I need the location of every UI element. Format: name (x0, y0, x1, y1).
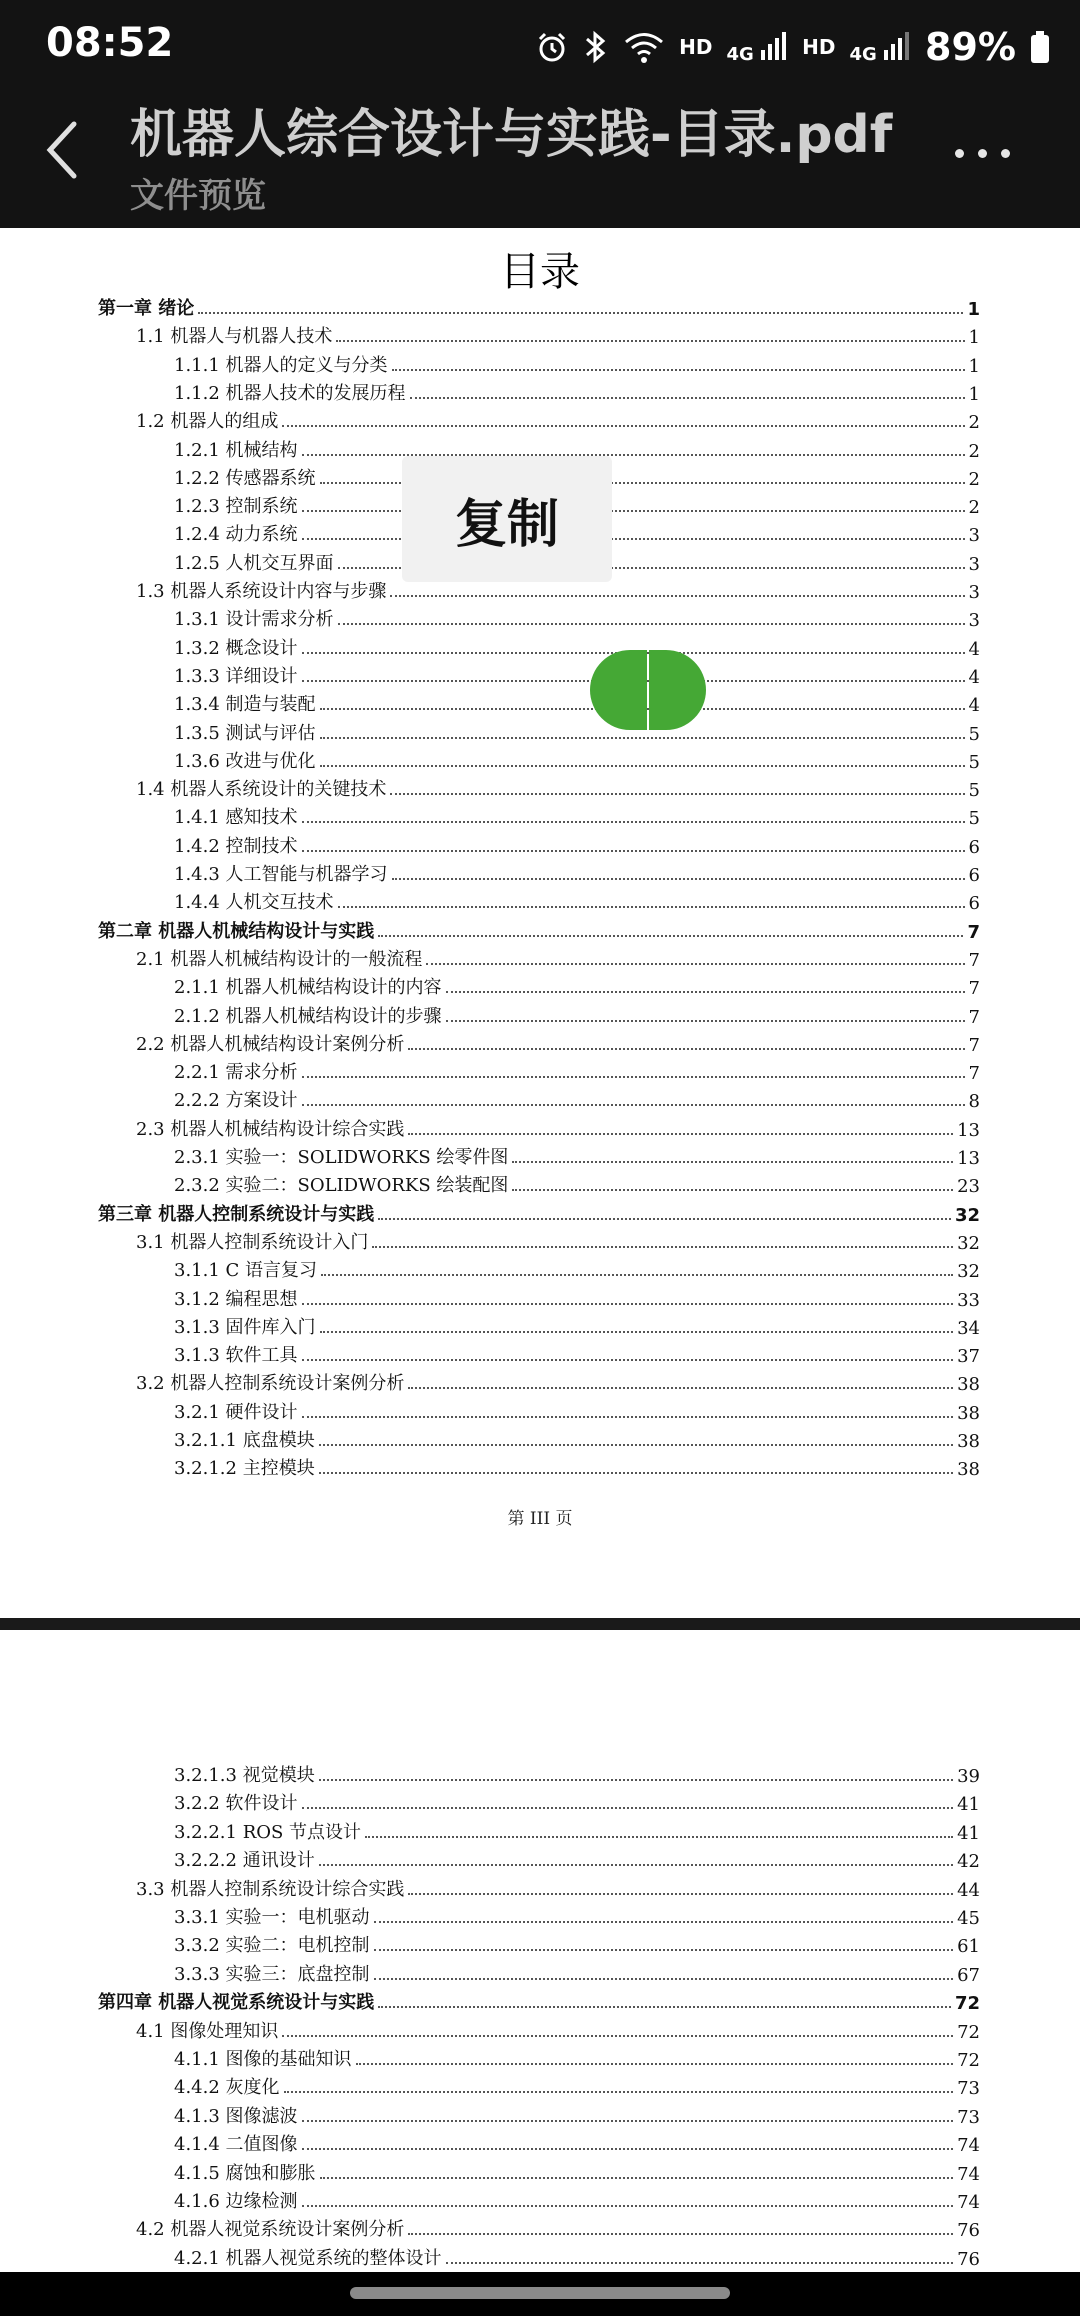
home-indicator[interactable] (350, 2287, 730, 2299)
toc-entry-label: 3.3.3 实验三：底盘控制 (174, 1963, 370, 1985)
toc-leader-dots (198, 312, 963, 314)
toc-leader-dots (372, 1246, 953, 1248)
toc-entry-label: 3.2.2.1 ROS 节点设计 (174, 1821, 362, 1843)
toc-leader-dots (378, 1218, 951, 1220)
toc-entry-page: 7 (967, 921, 980, 943)
toc-row[interactable] (174, 801, 980, 829)
toc-entry-label: 4.1.1 图像的基础知识 (174, 2049, 352, 2070)
toc-leader-dots (390, 595, 964, 597)
toc-row[interactable] (174, 603, 980, 631)
toc-leader-dots (302, 510, 965, 512)
toc-row[interactable] (174, 1311, 980, 1339)
toc-entry-page: 5 (968, 723, 980, 745)
toc-leader-dots (374, 1978, 954, 1980)
toc-leader-dots (408, 1893, 953, 1895)
toc-entry-page: 6 (968, 865, 980, 886)
signal-bars-icon (883, 30, 911, 60)
toc-entry-page: 23 (957, 1176, 980, 1198)
toc-entry-label: 3.1.3 固件库入门 (174, 1316, 316, 1338)
toc-entry-label: 1.2.3 控制系统 (174, 496, 298, 518)
toc-entry-page: 3 (968, 582, 980, 603)
toc-chapter-row[interactable] (98, 1198, 980, 1226)
back-button[interactable] (38, 118, 90, 182)
bluetooth-icon (583, 29, 609, 65)
hd-indicator-2: HD (802, 35, 836, 59)
signal-2 (849, 30, 911, 65)
toc-entry-label: 第一章 绪论 (98, 298, 195, 319)
toc-entry-label: 3.2.1.1 底盘模块 (174, 1430, 315, 1451)
toc-leader-dots (365, 1836, 953, 1838)
toc-row[interactable] (136, 943, 980, 971)
toc-entry-page: 13 (957, 1119, 980, 1141)
toc-entry-label: 1.3.5 测试与评估 (174, 722, 316, 744)
toc-entry-page: 2 (968, 468, 980, 490)
toc-entry-label: 3.3 机器人控制系统设计综合实践 (136, 1878, 405, 1900)
toc-leader-dots (320, 737, 965, 739)
network-type-2: 4G (849, 43, 877, 65)
toc-leader-dots (302, 1303, 954, 1305)
toc-chapter-row[interactable] (98, 1986, 980, 2014)
toc-entry-label: 2.2.1 需求分析 (174, 1062, 298, 1084)
toc-row[interactable] (174, 1396, 980, 1424)
toc-entry-page: 37 (957, 1346, 980, 1368)
alarm-icon (535, 30, 569, 64)
chevron-left-icon (38, 118, 90, 182)
toc-row[interactable] (174, 377, 980, 405)
toc-entry-page: 38 (957, 1402, 980, 1424)
toc-row[interactable] (174, 1000, 980, 1028)
page-footer: 第 III 页 (507, 1509, 573, 1529)
toc-chapter-row[interactable] (98, 292, 980, 320)
toc-entry-label: 1.3 机器人系统设计内容与步骤 (136, 581, 387, 602)
toc-entry-label: 3.2.2 软件设计 (174, 1793, 298, 1815)
toc-leader-dots (302, 2205, 954, 2207)
toc-row[interactable] (174, 2157, 980, 2185)
toc-entry-page: 72 (957, 2021, 980, 2043)
toc-leader-dots (338, 906, 965, 908)
toc-row[interactable] (174, 1844, 980, 1872)
toc-entry-page: 72 (954, 1993, 980, 2015)
toc-leader-dots (338, 623, 965, 625)
toc-entry-page: 5 (968, 751, 980, 773)
toc-leader-dots (319, 1472, 953, 1474)
toc-entry-label: 1.4.3 人工智能与机器学习 (174, 864, 388, 885)
toc-leader-dots (408, 1048, 964, 1050)
battery-percent: 89% (925, 25, 1016, 69)
toc-leader-dots (408, 1387, 953, 1389)
toc-row[interactable] (136, 1367, 980, 1395)
more-dots-icon (1001, 149, 1010, 158)
toc-entry-page: 32 (954, 1204, 980, 1226)
toc-leader-dots (321, 1274, 953, 1276)
toc-leader-dots (302, 2148, 954, 2150)
toc-leader-dots (302, 1076, 965, 1078)
toc-row[interactable] (174, 632, 980, 660)
toc-entry-label: 3.3.2 实验二：电机控制 (174, 1935, 370, 1957)
toc-leader-dots (446, 2262, 954, 2264)
navigation-bar (0, 2272, 1080, 2316)
toc-entry-page: 41 (957, 1822, 980, 1844)
toc-row[interactable] (174, 1254, 980, 1282)
toc-row[interactable] (174, 1141, 980, 1169)
toc-leader-dots (512, 1189, 953, 1191)
hd-indicator-1: HD (679, 35, 713, 59)
toc-entry-label: 第三章 机器人控制系统设计与实践 (98, 1203, 375, 1225)
toc-entry-page: 76 (957, 2248, 980, 2270)
toc-entry-page: 45 (957, 1908, 980, 1929)
toc-entry-label: 2.3.2 实验二：SOLIDWORKS 绘装配图 (174, 1175, 509, 1197)
toc-entry-label: 1.3.4 制造与装配 (174, 694, 316, 716)
toc-entry-page: 38 (957, 1431, 980, 1452)
toc-row[interactable] (174, 1787, 980, 1815)
selection-handle-right[interactable] (649, 650, 706, 730)
toc-entry-label: 1.4.2 控制技术 (174, 835, 298, 857)
toc-entry-page: 7 (968, 1034, 980, 1056)
toc-entry-label: 3.2 机器人控制系统设计案例分析 (136, 1373, 405, 1395)
toc-row[interactable] (136, 2213, 980, 2241)
toc-leader-dots (446, 1020, 965, 1022)
document-title: 机器人综合设计与实践-目录.pdf (130, 105, 893, 165)
toc-leader-dots (392, 878, 965, 880)
toc-entry-label: 1.2.4 动力系统 (174, 524, 298, 546)
toc-row[interactable] (136, 320, 980, 348)
toc-entry-label: 2.3.1 实验一：SOLIDWORKS 绘零件图 (174, 1147, 509, 1168)
toc-row[interactable] (174, 2100, 980, 2128)
toc-row[interactable] (174, 745, 980, 773)
toc-leader-dots (320, 765, 965, 767)
toc-entry-label: 4.4.2 灰度化 (174, 2077, 280, 2099)
toc-leader-dots (374, 1949, 954, 1951)
toc-leader-dots (302, 2120, 954, 2122)
toc-entry-page: 61 (957, 1936, 980, 1958)
toc-leader-dots (302, 1359, 954, 1361)
text-selection-handle[interactable] (590, 650, 706, 730)
selection-handle-left[interactable] (590, 650, 647, 730)
toc-row[interactable] (136, 773, 980, 801)
toc-entry-label: 3.1.1 C 语言复习 (174, 1260, 318, 1282)
toc-leader-dots (512, 1161, 953, 1163)
toc-leader-dots (282, 2035, 953, 2037)
toc-entry-page: 32 (957, 1261, 980, 1283)
toc-entry-page: 39 (957, 1766, 980, 1787)
toc-entry-label: 1.4.4 人机交互技术 (174, 892, 334, 914)
toc-entry-page: 72 (957, 2050, 980, 2071)
toc-row[interactable] (136, 1113, 980, 1141)
toc-entry-label: 1.3.3 详细设计 (174, 665, 298, 687)
toc-row[interactable] (136, 2015, 980, 2043)
toc-leader-dots (408, 1133, 953, 1135)
document-subtitle: 文件预览 (130, 176, 266, 216)
toc-leader-dots (336, 340, 964, 342)
toc-leader-dots (390, 793, 964, 795)
toc-entry-label: 2.2 机器人机械结构设计案例分析 (136, 1033, 405, 1055)
toc-entry-label: 第四章 机器人视觉系统设计与实践 (98, 1992, 375, 2014)
toc-entry-page: 73 (957, 2078, 980, 2100)
more-dots-icon (978, 149, 987, 158)
toc-row[interactable] (136, 1226, 980, 1254)
toc-entry-label: 1.2 机器人的组成 (136, 411, 279, 433)
toc-entry-page: 7 (968, 1006, 980, 1028)
toc-row[interactable] (174, 1056, 980, 1084)
toc-entry-label: 1.4.1 感知技术 (174, 807, 298, 829)
toc-entry-page: 5 (968, 780, 980, 802)
toc-leader-dots (356, 2063, 954, 2065)
toc-leader-dots (378, 2006, 951, 2008)
toc-heading: 目录 (500, 249, 580, 295)
signal-bars-icon (760, 30, 788, 60)
toc-entry-page: 7 (968, 1063, 980, 1085)
toc-entry-label: 4.1.3 图像滤波 (174, 2105, 298, 2127)
toc-entry-page: 44 (957, 1879, 980, 1901)
toc-entry-page: 1 (968, 383, 980, 405)
toc-row[interactable] (174, 1452, 980, 1480)
toc-entry-page: 76 (957, 2220, 980, 2242)
toc-entry-label: 4.1.5 腐蚀和膨胀 (174, 2162, 316, 2184)
toc-entry-label: 1.2.2 传感器系统 (174, 467, 316, 489)
toc-leader-dots (319, 1864, 953, 1866)
toc-entry-page: 3 (968, 553, 980, 575)
toc-leader-dots (302, 821, 965, 823)
toc-leader-dots (426, 963, 964, 965)
toc-leader-dots (282, 425, 964, 427)
toc-row[interactable] (174, 1169, 980, 1197)
toc-entry-label: 3.2.2.2 通讯设计 (174, 1850, 315, 1872)
toc-row[interactable] (136, 1028, 980, 1056)
toc-row[interactable] (174, 660, 980, 688)
toc-leader-dots (392, 369, 965, 371)
toc-entry-label: 1.3.2 概念设计 (174, 637, 298, 659)
toc-row[interactable] (174, 1958, 980, 1986)
toc-row[interactable] (174, 1424, 980, 1452)
toc-row[interactable] (174, 717, 980, 745)
toc-entry-label: 1.2.5 人机交互界面 (174, 552, 334, 574)
status-time: 08:52 (46, 20, 174, 66)
toc-row[interactable] (174, 1759, 980, 1787)
toc-entry-label: 3.2.1.2 主控模块 (174, 1458, 315, 1480)
toc-entry-page: 74 (957, 2163, 980, 2185)
toc-entry-page: 3 (968, 525, 980, 547)
toc-leader-dots (302, 1807, 954, 1809)
pdf-page-1[interactable] (0, 228, 1080, 1618)
toc-leader-dots (302, 538, 965, 540)
toc-entry-label: 3.3.1 实验一：电机驱动 (174, 1907, 370, 1928)
toc-row[interactable] (174, 1901, 980, 1929)
toc-leader-dots (302, 1416, 954, 1418)
toc-row[interactable] (174, 1084, 980, 1112)
toc-entry-label: 第二章 机器人机械结构设计与实践 (98, 920, 375, 942)
toc-row[interactable] (174, 971, 980, 999)
toc-entry-page: 1 (968, 327, 980, 349)
toc-row[interactable] (174, 2128, 980, 2156)
toc-entry-label: 1.4 机器人系统设计的关键技术 (136, 779, 387, 801)
toc-entry-page: 34 (957, 1317, 980, 1339)
toc-entry-label: 3.1.2 编程思想 (174, 1288, 298, 1310)
toc-entry-label: 3.2.1.3 视觉模块 (174, 1765, 315, 1786)
toc-entry-page: 67 (957, 1964, 980, 1986)
toc-entry-page: 4 (968, 638, 980, 660)
toc-entry-page: 73 (957, 2106, 980, 2128)
toc-entry-label: 1.3.6 改进与优化 (174, 750, 316, 772)
toc-entry-label: 2.1.2 机器人机械结构设计的步骤 (174, 1005, 442, 1027)
toc-row[interactable] (174, 349, 980, 377)
toc-row[interactable] (174, 2071, 980, 2099)
toc-row[interactable] (174, 2185, 980, 2213)
toc-entry-label: 2.3 机器人机械结构设计综合实践 (136, 1118, 405, 1140)
toc-entry-page: 5 (968, 808, 980, 830)
toc-row[interactable] (174, 688, 980, 716)
toc-entry-page: 41 (957, 1794, 980, 1816)
signal-1 (727, 30, 789, 65)
toc-leader-dots (302, 1104, 965, 1106)
toc-entry-page: 74 (957, 2135, 980, 2157)
toc-entry-label: 4.2.1 机器人视觉系统的整体设计 (174, 2247, 442, 2269)
toc-leader-dots (302, 850, 965, 852)
toc-leader-dots (320, 1331, 954, 1333)
toc-entry-label: 1.1.1 机器人的定义与分类 (174, 354, 388, 376)
toc-row[interactable] (174, 1816, 980, 1844)
toc-row[interactable] (174, 1339, 980, 1367)
toc-row[interactable] (136, 1873, 980, 1901)
toc-entry-label: 3.1.3 软件工具 (174, 1345, 298, 1367)
toc-entry-label: 1.1 机器人与机器人技术 (136, 326, 333, 348)
toc-leader-dots (378, 935, 963, 937)
toc-entry-page: 8 (968, 1091, 980, 1113)
toc-row[interactable] (136, 405, 980, 433)
toc-entry-page: 74 (957, 2192, 980, 2213)
toc-entry-page: 38 (957, 1459, 980, 1481)
toc-entry-page: 3 (968, 610, 980, 632)
toc-leader-dots (408, 2233, 953, 2235)
status-icons (535, 20, 1050, 74)
toc-entry-page: 6 (968, 893, 980, 915)
toc-entry-page: 6 (968, 836, 980, 858)
toc-entry-page: 1 (967, 299, 980, 320)
toc-entry-page: 7 (968, 978, 980, 1000)
toc-entry-label: 3.1 机器人控制系统设计入门 (136, 1231, 369, 1253)
toc-leader-dots (446, 991, 965, 993)
toc-row[interactable] (174, 1929, 980, 1957)
more-options-button[interactable] (955, 135, 1035, 171)
toc-entry-page: 38 (957, 1374, 980, 1396)
toc-entry-label: 4.1.6 边缘检测 (174, 2191, 298, 2212)
toc-entry-label: 4.1.4 二值图像 (174, 2134, 298, 2156)
more-dots-icon (955, 149, 964, 158)
toc-entry-page: 13 (957, 1148, 980, 1169)
top-bar (0, 0, 1080, 228)
wifi-icon (623, 29, 665, 65)
toc-row[interactable] (174, 830, 980, 858)
toc-entry-page: 1 (968, 355, 980, 377)
toc-entry-page: 2 (968, 412, 980, 434)
toc-row[interactable] (174, 886, 980, 914)
toc-entry-page: 33 (957, 1289, 980, 1311)
pdf-page-2[interactable] (0, 1630, 1080, 2272)
toc-entry-label: 2.1.1 机器人机械结构设计的内容 (174, 977, 442, 999)
toc-row[interactable] (174, 858, 980, 886)
toc-leader-dots (320, 2177, 954, 2179)
toc-row[interactable] (174, 2242, 980, 2270)
toc-leader-dots (302, 454, 965, 456)
toc-leader-dots (319, 1444, 953, 1446)
page-separator (0, 1618, 1080, 1630)
toc-entry-page: 2 (968, 440, 980, 462)
network-type-1: 4G (726, 43, 754, 65)
toc-leader-dots (410, 397, 965, 399)
toc-entry-label: 1.1.2 机器人技术的发展历程 (174, 382, 406, 404)
toc-entry-label: 3.2.1 硬件设计 (174, 1401, 298, 1423)
battery-icon (1030, 30, 1050, 64)
toc-entry-page: 42 (957, 1851, 980, 1873)
toc-entry-page: 4 (968, 666, 980, 688)
toc-entry-page: 7 (968, 949, 980, 971)
toc-entry-label: 1.2.1 机械结构 (174, 439, 298, 461)
toc-chapter-row[interactable] (98, 915, 980, 943)
toc-entry-label: 4.1 图像处理知识 (136, 2020, 279, 2042)
toc-entry-label: 2.2.2 方案设计 (174, 1090, 298, 1112)
toc-row[interactable] (174, 2043, 980, 2071)
toc-entry-page: 4 (968, 695, 980, 717)
toc-entry-page: 32 (957, 1232, 980, 1254)
toc-entry-label: 2.1 机器人机械结构设计的一般流程 (136, 948, 423, 970)
toc-entry-label: 4.2 机器人视觉系统设计案例分析 (136, 2219, 405, 2241)
toc-entry-page: 2 (968, 497, 980, 519)
toc-leader-dots (284, 2091, 954, 2093)
copy-button[interactable]: 复制 (402, 456, 612, 582)
toc-entry-label: 1.3.1 设计需求分析 (174, 609, 334, 631)
toc-row[interactable] (174, 1283, 980, 1311)
toc-leader-dots (374, 1921, 954, 1923)
toc-leader-dots (319, 1779, 953, 1781)
